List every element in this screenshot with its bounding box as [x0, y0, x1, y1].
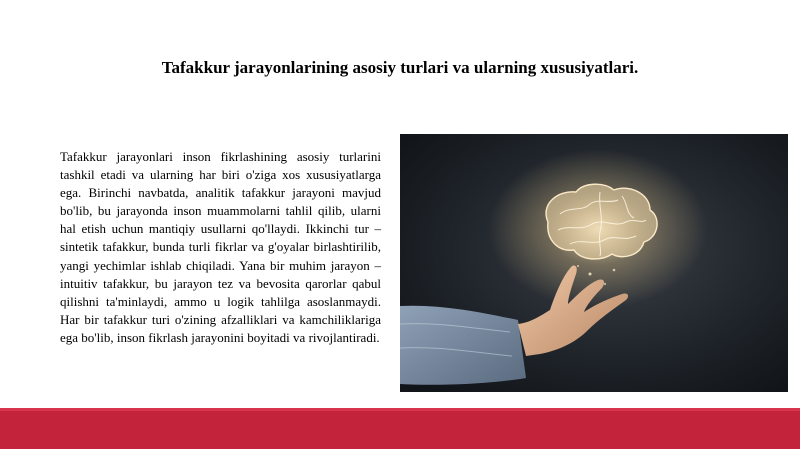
brain-hand-image — [400, 134, 788, 392]
glowing-brain-icon — [400, 134, 788, 392]
slide-body-text: Tafakkur jarayonlari inson fikrlashining asosiy turlarini tashkil etadi va ularning har biri o'ziga xos xususiyatlarga ega. Birinchi navbatda, analitik tafakkur jarayoni mavjud bo'lib, bu jarayonda inson muammolarni tahlil qilib, ularni hal etish uchun mantiqiy usullarni qo'llaydi. Ikkinchi tur – sintetik tafakkur, bunda turli fikrlar va g'oyalar birlashtirilib, yangi yechimlar ishlab chiqiladi. Yana bir muhim jarayon – intuitiv tafakkur, bu jarayon tez va bevosita qarorlar qabul qilishni ta'minlaydi, ammo u logik tahlilga asoslanmaydi. Har bir tafakkur turi o'zining afzalliklari va kamchiliklariga ega bo'lib, inson fikrlash jarayonini boyitadi va rivojlantiradi. — [60, 149, 381, 345]
bottom-accent-line — [0, 408, 800, 411]
bottom-accent-band — [0, 408, 800, 449]
slide-title: Tafakkur jarayonlarining asosiy turlari va ularning xususiyatlari. — [161, 58, 639, 77]
